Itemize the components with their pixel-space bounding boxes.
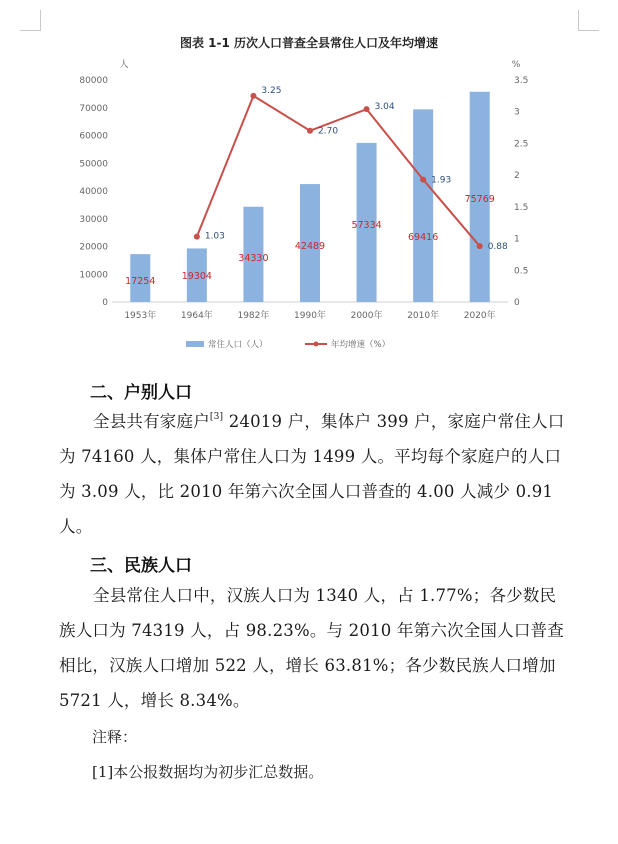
left-axis-tick: 80000: [79, 76, 108, 86]
growth-value-label: 0.88: [487, 242, 508, 253]
page-corner-mark-left: [20, 10, 41, 31]
bar-value-label: 42489: [294, 241, 326, 252]
growth-value-label: 3.25: [261, 85, 282, 96]
right-axis-tick: 3.5: [514, 76, 529, 86]
growth-value-label: 2.70: [318, 126, 339, 137]
growth-value-label: 1.03: [204, 231, 225, 242]
growth-rate-point: [420, 177, 426, 183]
left-axis-unit: 人: [119, 60, 129, 70]
left-axis-tick: 60000: [79, 131, 108, 142]
legend-line-label: 年均增速（%）: [331, 340, 391, 350]
growth-rate-point: [250, 93, 256, 99]
section-heading-household: 二、户别人口: [90, 383, 192, 403]
household-text-a: 全县共有家庭户: [93, 412, 210, 431]
household-paragraph: [59, 404, 565, 544]
ethnic-paragraph: [59, 578, 565, 718]
growth-rate-line: [197, 96, 480, 246]
population-bar: [413, 109, 433, 302]
legend-bar-swatch: [186, 341, 204, 347]
page-corner-mark-right: [578, 10, 599, 31]
growth-value-label: 1.93: [431, 175, 452, 186]
bar-value-label: 57334: [351, 220, 382, 231]
growth-value-label: 3.04: [374, 102, 395, 113]
bar-value-label: 69416: [408, 232, 439, 243]
left-axis-tick: 30000: [79, 214, 108, 225]
bar-value-label: 19304: [181, 271, 212, 282]
right-axis-tick: 2.5: [514, 139, 529, 150]
bar-value-label: 17254: [125, 276, 156, 287]
growth-rate-point: [364, 106, 370, 112]
right-axis-tick: 0: [514, 298, 520, 308]
ethnic-text: 全县常住人口中，汉族人口为 1340 人，占 1.77%；各少数民族人口为 74319 人，占 98.23%。与 2010 年第六次全国人口普查相比，汉族人口增加 522 人，增长 63.81%；各少数民族人口增加 5721 人，增长 8.34%。: [59, 586, 564, 710]
growth-rate-point: [307, 128, 313, 134]
household-text-b: 24019 户，集体户 399 户，家庭户常住人口为 74160 人，集体户常住人口为 1499 人。平均每个家庭户的人口为 3.09 人，比 2010 年第六次全国人口普查的 4.00 人减少 0.91 人。: [59, 412, 565, 536]
growth-rate-point: [477, 243, 483, 249]
x-axis-label: 2000年: [350, 311, 383, 321]
x-axis-label: 1990年: [294, 311, 326, 321]
growth-rate-point: [194, 234, 200, 240]
footnote-ref[interactable]: [3]: [209, 412, 224, 422]
legend-line-marker: [314, 342, 319, 347]
population-chart: [0, 54, 618, 364]
right-axis-tick: 2: [514, 171, 520, 182]
x-axis-label: 1982年: [237, 311, 270, 321]
right-axis-tick: 3: [514, 107, 520, 118]
x-axis-label: 2020年: [463, 311, 496, 321]
left-axis-tick: 20000: [79, 242, 108, 253]
x-axis-label: 2010年: [407, 311, 440, 321]
left-axis-tick: 0: [102, 298, 108, 308]
right-axis-tick: 0.5: [514, 266, 529, 277]
notes-label: 注释：: [92, 728, 138, 746]
left-axis-tick: 10000: [79, 270, 108, 281]
bar-value-label: 34330: [238, 253, 269, 264]
chart-title: 图表 1-1 历次人口普查全县常住人口及年均增速: [179, 36, 439, 50]
legend-bar-label: 常住人口（人）: [208, 340, 268, 350]
left-axis-tick: 40000: [79, 187, 108, 197]
right-axis-tick: 1.5: [514, 202, 529, 213]
x-axis-label: 1964年: [180, 311, 213, 321]
section-heading-ethnic: 三、民族人口: [90, 556, 192, 576]
left-axis-tick: 50000: [79, 159, 108, 170]
left-axis-tick: 70000: [79, 103, 108, 114]
bar-value-label: 75769: [464, 194, 495, 205]
right-axis-unit: %: [511, 60, 521, 70]
note-item-1: [1]本公报数据均为初步汇总数据。: [92, 763, 324, 781]
x-axis-label: 1953年: [124, 311, 157, 321]
right-axis-tick: 1: [514, 234, 520, 245]
